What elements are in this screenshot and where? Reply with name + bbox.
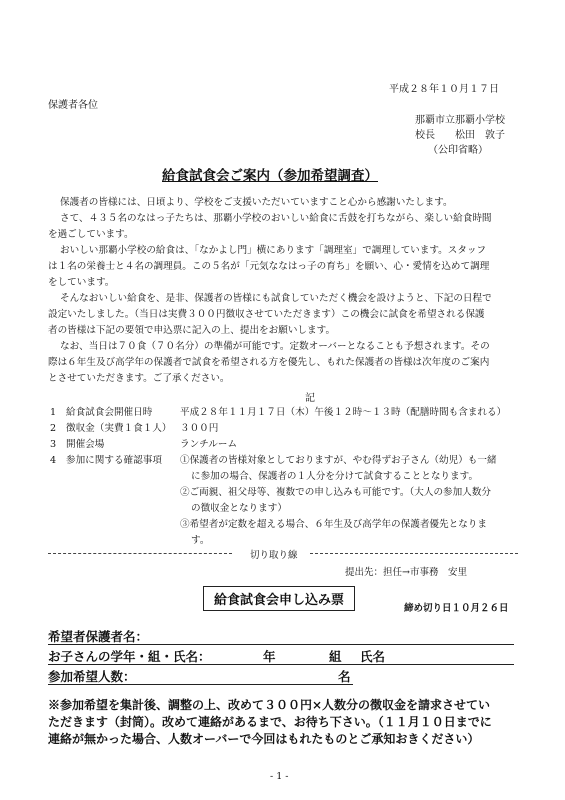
deadline: 締め切り日１０月２６日	[404, 603, 509, 614]
principal-name: 校長 松田 敦子	[415, 130, 505, 141]
participant-count-unit: 名	[338, 669, 351, 684]
date: 平成２８年１０月１７日	[389, 84, 499, 95]
school-name: 那覇市立那覇小学校	[415, 115, 505, 126]
document-title: 給食試食会ご案内（参加希望調査）	[162, 168, 378, 184]
body-line-2: さて、４３５名のなはっ子たちは、那覇小学校のおいしい給食に舌鼓を打ちながら、楽しい給食時間	[60, 213, 492, 224]
body-line-9: 者の皆様は下記の要領で申込票に記入の上、提出をお願いします。	[48, 325, 336, 336]
item-3-num: 3	[50, 439, 57, 450]
class-unit: 組	[329, 649, 342, 664]
item-1-label: 給食試食会開催日時	[66, 407, 153, 418]
item-3-value: ランチルーム	[180, 439, 238, 450]
seal-note: （公印省略）	[428, 145, 488, 156]
child-info-field[interactable]	[48, 664, 514, 665]
item-2-label: 徴収金（実費１食１人）	[66, 423, 172, 434]
item-3-label: 開催会場	[66, 439, 105, 450]
guardian-name-label: 希望者保護者名：	[48, 629, 149, 644]
grade-unit: 年	[263, 649, 276, 664]
item-2-value: ３００円	[180, 423, 219, 434]
note-line-1: ※参加希望を集計後、調整の上、改めて３００円×人数分の徴収金を請求させてい	[48, 698, 491, 712]
item-4-line-3: ②ご両親、祖父母等、複数での申し込みも可能です。（大人の参加人数分	[180, 487, 492, 498]
item-4-line-2: に参加の場合、保護者の１人分を分けて試食することとなります。	[191, 471, 479, 482]
body-line-7: そんなおいしい給食を、是非、保護者の皆様にも試食していただく機会を設けようと、下記の日程で	[60, 293, 492, 304]
body-line-6: をしています。	[48, 277, 115, 288]
body-line-10: なお、当日は７０食（７０名分）の準備が可能です。定数オーバーとなることも予想されます。その	[60, 341, 490, 352]
note-line-2: ただきます（封筒）。改めて連絡があるまで、お待ち下さい。（１１月１０日までに	[48, 715, 492, 729]
page-number: - 1 -	[270, 771, 289, 782]
submit-to: 提出先：担任→市事務 安里	[345, 567, 467, 578]
cut-line-left	[48, 553, 232, 554]
item-4-line-6: す。	[191, 535, 210, 546]
participant-count-field[interactable]	[48, 684, 353, 685]
body-line-1: 保護者の皆様には、日頃より、学校をご支援いただいていますこと心から感謝いたします。	[60, 197, 453, 208]
body-line-12: とさせていただきます。ご了承ください。	[48, 373, 230, 384]
body-line-5: は１名の栄養士と４名の調理員。この５名が「元気ななはっ子の育ち」を願い、心・愛情を込めて調理	[48, 261, 490, 272]
item-1-num: 1	[50, 407, 57, 418]
form-title: 給食試食会申し込み票	[203, 586, 355, 611]
item-4-label: 参加に関する確認事項	[66, 455, 162, 466]
body-line-3: を過ごしています。	[48, 229, 134, 240]
cut-line-label: 切り取り線	[250, 550, 298, 561]
participant-count-label: 参加希望人数：	[48, 669, 136, 684]
item-4-num: 4	[50, 455, 57, 466]
note-line-3: 連絡が無かった場合、人数オーバーで今回はもれたものとご承知おきください）	[48, 732, 480, 746]
item-2-num: 2	[50, 423, 57, 434]
body-line-4: おいしい那覇小学校の給食は、「なかよし門」横にあります「調理室」で調理しています。スタッフ	[60, 245, 487, 256]
child-info-label: お子さんの学年・組・氏名：	[48, 649, 211, 664]
name-unit: 氏名	[360, 649, 386, 664]
item-4-line-5: ③希望者が定数を超える場合、６年生及び高学年の保護者優先となりま	[180, 519, 487, 530]
ki-mark: 記	[305, 393, 315, 404]
item-4-value: ①保護者の皆様対象としておりますが、やむ得ずお子さん（幼児）も一緒	[180, 455, 497, 466]
body-line-11: 際は６年生及び高学年の保護者で試食を希望される方を優先し、もれた保護者の皆様は次年度のご案内	[48, 357, 490, 368]
item-4-line-4: の徴収金となります）	[191, 503, 287, 514]
body-line-8: 設定いたしました。（当日は実費３００円徴収させていただきます）この機会に試食を希望される保護	[48, 309, 485, 320]
cut-line-right	[310, 553, 518, 554]
item-1-value: 平成２８年１１月１７日（木）午後１２時〜１３時（配膳時間も含まれる）	[180, 407, 507, 418]
guardian-name-field[interactable]	[48, 644, 514, 645]
addressee: 保護者各位	[48, 100, 98, 111]
